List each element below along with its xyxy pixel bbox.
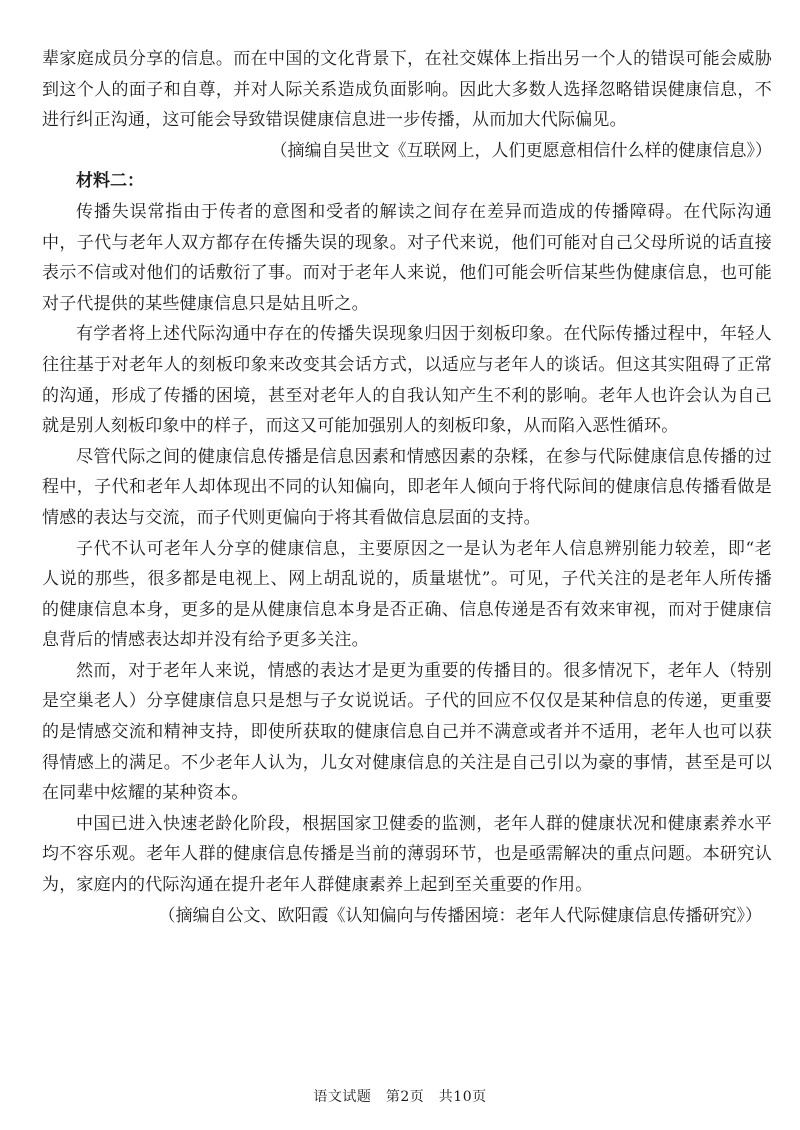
document-body [42,44,772,931]
source-citation-one: （摘编自吴世文《互联网上，人们更愿意相信什么样的健康信息》） [270,140,772,161]
source-citation-two: （摘编自公文、欧阳霞《认知偏向与传播困境：老年人代际健康信息传播研究》） [158,905,762,926]
paragraph: 尽管代际之间的健康信息传播是信息因素和情感因素的杂糅，在参与代际健康信息传播的过程中，子代和老年人却体现出不同的认知偏向，即老年人倾向于将代际间的健康信息传播看做是情感的表达与交流，而子代则更偏向于将其看做信息层面的支持。 [42,446,772,528]
paragraph: 子代不认可老年人分享的健康信息，主要原因之一是认为老年人信息辨别能力较差，即“老人说的那些，很多都是电视上、网上胡乱说的，质量堪忧”。可见，子代关注的是老年人所传播的健康信息本身，更多的是从健康信息本身是否正确、信息传递是否有效来审视，而对于健康信息背后的情感表达却并没有给予更多关注。 [42,538,772,651]
paragraph: 然而，对于老年人来说，情感的表达才是更为重要的传播目的。很多情况下，老年人（特别是空巢老人）分享健康信息只是想与子女说说话。子代的回应不仅仅是某种信息的传递，更重要的是情感交流和精神支持，即使所获取的健康信息自己并不满意或者并不适用，老年人也可以获得情感上的满足。不少老年人认为，儿女对健康信息的关注是自己引以为豪的事情，甚至是可以在同辈中炫耀的某种资本。 [42,660,772,804]
paragraph: 传播失误常指由于传者的意图和受者的解读之间存在差异而造成的传播障碍。在代际沟通中，子代与老年人双方都存在传播失误的现象。对子代来说，他们可能对自己父母所说的话直接表示不信或对他们的话敷衍了事。而对于老年人来说，他们可能会听信某些伪健康信息，也可能对子代提供的某些健康信息只是姑且听之。 [42,201,772,314]
paragraph: 中国已进入快速老龄化阶段，根据国家卫健委的监测，老年人群的健康状况和健康素养水平均不容乐观。老年人群的健康信息传播是当前的薄弱环节，也是亟需解决的重点问题。本研究认为，家庭内的代际沟通在提升老年人群健康素养上起到至关重要的作用。 [42,813,772,896]
paragraph: 有学者将上述代际沟通中存在的传播失误现象归因于刻板印象。在代际传播过程中，年轻人往往基于对老年人的刻板印象来改变其会话方式，以适应与老年人的谈话。但这其实阻碍了正常的沟通，形成了传播的困境，甚至对老年人的自我认知产生不利的影响。老年人也许会认为自己就是别人刻板印象中的样子，而这又可能加强别人的刻板印象，从而陷入恶性循环。 [42,324,772,437]
page-footer: 语文试题 第2页 共10页 [313,1089,487,1105]
intro-paragraph: 辈家庭成员分享的信息。而在中国的文化背景下，在社交媒体上指出另一个人的错误可能会威胁到这个人的面子和自尊，并对人际关系造成负面影响。因此大多数人选择忽略错误健康信息，不进行纠正沟通，这可能会导致错误健康信息进一步传播，从而加大代际偏见。 [42,49,772,131]
material-two-heading: 材料二： [76,171,144,192]
